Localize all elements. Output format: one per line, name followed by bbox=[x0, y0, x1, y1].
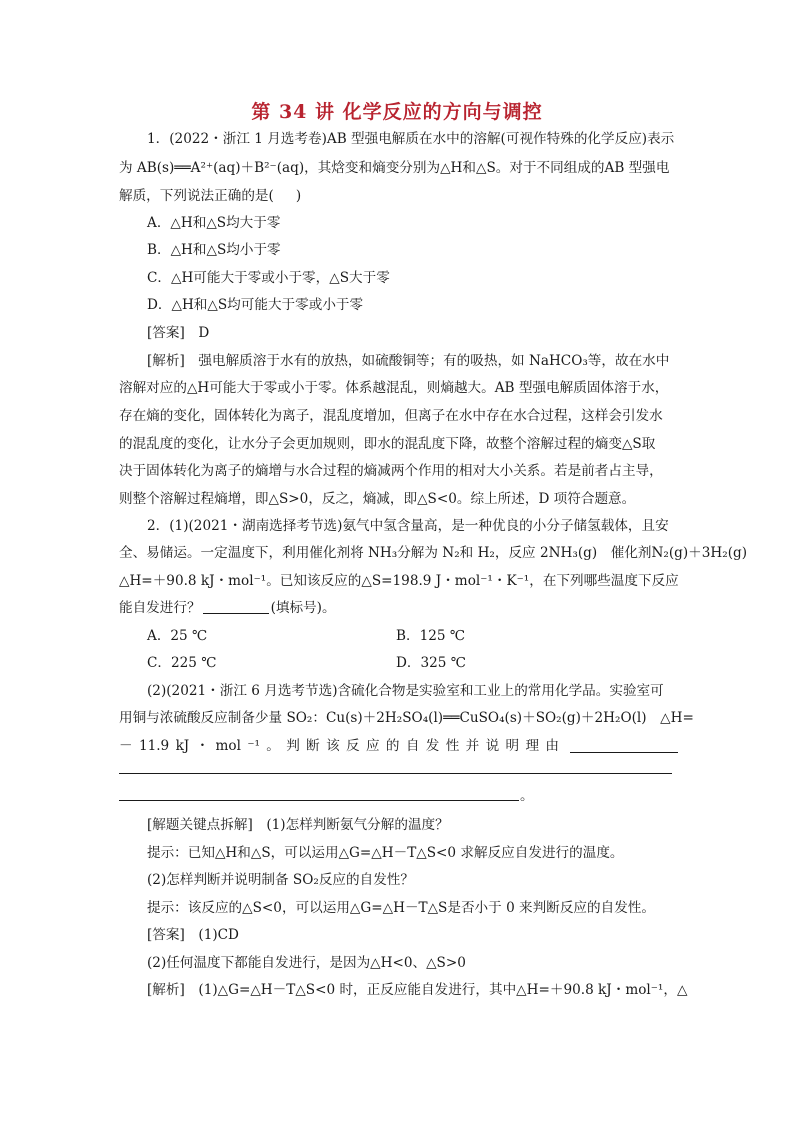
q1-close-paren: ) bbox=[295, 188, 302, 204]
q1-analysis-line: 决于固体转化为离子的熵增与水合过程的熵减两个作用的相对大小关系。若是前者占主导， bbox=[119, 463, 663, 479]
q1-option-d: D．△H和△S均可能大于零或小于零 bbox=[147, 297, 364, 313]
q1-option-b: B．△H和△S均小于零 bbox=[147, 242, 281, 258]
q2-stem-suffix: (填标号)。 bbox=[270, 600, 336, 616]
q1-option-c: C．△H可能大于零或小于零，△S大于零 bbox=[147, 270, 390, 286]
hint-1: 提示：已知△H和△S，可以运用△G=△H－T△S<0 求解反应自发进行的温度。 bbox=[147, 845, 624, 861]
q1-analysis-line: [解析] 强电解质溶于水有的放热，如硫酸铜等；有的吸热，如 NaHCO₃等，故在水中 bbox=[147, 353, 670, 369]
justified-token: 应 bbox=[365, 738, 380, 754]
q1-analysis-line: 则整个溶解过程熵增，即△S>0，反之，熵减，即△S<0。综上所述，D 项符合题意。 bbox=[119, 491, 636, 507]
q1-stem-line-1: 1．(2022・浙江 1 月选考卷)AB 型强电解质在水中的溶解(可视作特殊的化学反应)表示 bbox=[147, 131, 675, 147]
q2-option-b: B．125 ℃ bbox=[396, 628, 466, 644]
justified-token: 的 bbox=[385, 738, 400, 754]
q2-justified-text bbox=[119, 736, 559, 756]
justified-token: 。 bbox=[266, 738, 280, 754]
justified-token: 由 bbox=[545, 738, 559, 754]
q2-part2-line-1: (2)(2021・浙江 6 月选考节选)含硫化合物是实验室和工业上的常用化学品。实验室可 bbox=[147, 683, 664, 699]
page-title: 第 34 讲 化学反应的方向与调控 bbox=[251, 101, 543, 123]
q2-option-c: C．225 ℃ bbox=[147, 655, 217, 671]
q2-part2-line-2: 用铜与浓硫酸反应制备少量 SO₂：Cu(s)＋2H₂SO₄(l)══CuSO₄(s)＋SO₂(g)＋2H₂O(l) △H= bbox=[119, 710, 694, 726]
q2-reason-blank-start bbox=[570, 738, 678, 753]
justified-token: ⁻¹ bbox=[247, 738, 260, 754]
answer-rule-line-2 bbox=[119, 800, 519, 801]
q2-answer: [答案] (1)CD bbox=[147, 927, 239, 943]
q1-analysis-line: 存在熵的变化，固体转化为离子，混乱度增加，但离子在水中存在水合过程，这样会引发水 bbox=[119, 408, 663, 424]
q1-option-a: A．△H和△S均大于零 bbox=[147, 215, 281, 231]
q2-fill-blank bbox=[203, 599, 269, 614]
q2-stem-line-3: △H=＋90.8 kJ・mol⁻¹。已知该反应的△S=198.9 J・mol⁻¹・K⁻¹，在下列哪些温度下反应 bbox=[119, 573, 679, 589]
justified-token: kJ bbox=[175, 738, 190, 754]
q2-option-a: A．25 ℃ bbox=[147, 628, 208, 644]
justified-token: 该 bbox=[326, 738, 340, 754]
justified-token: 断 bbox=[306, 738, 320, 754]
q1-stem-text: 解质，下列说法正确的是( bbox=[119, 188, 274, 204]
q2-stem-line-1: 2．(1)(2021・湖南选择考节选)氨气中氢含量高，是一种优良的小分子储氢载体，且安 bbox=[147, 518, 669, 534]
justified-token: 说 bbox=[485, 738, 500, 754]
key-points-title: [解题关键点拆解] (1)怎样判断氨气分解的温度？ bbox=[147, 817, 449, 833]
justified-token: 发 bbox=[425, 738, 440, 754]
justified-token: － bbox=[119, 738, 133, 754]
q2-analysis-line-1: [解析] (1)△G=△H－T△S<0 时，正反应能自发进行，其中△H=＋90.8 kJ・mol⁻¹，△ bbox=[147, 982, 688, 998]
q1-analysis-line: 的混乱度的变化，让水分子会更加规则，即水的混乱度下降，故整个溶解过程的熵变△S取 bbox=[119, 436, 656, 452]
justified-token: 明 bbox=[505, 738, 520, 754]
justified-token: 反 bbox=[346, 738, 360, 754]
answer-rule-end: 。 bbox=[520, 788, 534, 804]
justified-token: 理 bbox=[525, 738, 540, 754]
q2-stem-line-2: 全、易储运。一定温度下，利用催化剂将 NH₃分解为 N₂和 H₂，反应 2NH₃(g) 催化剂N₂(g)＋3H₂(g) bbox=[119, 545, 748, 561]
q1-answer: [答案] D bbox=[147, 325, 210, 341]
justified-token: 自 bbox=[405, 738, 420, 754]
q2-stem-text: 能自发进行？ bbox=[119, 600, 201, 616]
justified-token: 性 bbox=[445, 738, 460, 754]
justified-token: 判 bbox=[286, 738, 300, 754]
q1-analysis-line: 溶解对应的△H可能大于零或小于零。体系越混乱，则熵越大。AB 型强电解质固体溶于水， bbox=[119, 380, 669, 396]
justified-token: mol bbox=[215, 738, 241, 754]
q2-option-d: D．325 ℃ bbox=[396, 655, 466, 671]
q1-stem-line-3 bbox=[119, 186, 301, 206]
q2-stem-line-4 bbox=[119, 598, 336, 618]
answer-rule-line-1 bbox=[119, 773, 672, 774]
justified-token: 11.9 bbox=[138, 738, 170, 754]
q2-answer-part2: (2)任何温度下都能自发进行，是因为△H<0、△S>0 bbox=[147, 955, 466, 971]
justified-token: 并 bbox=[465, 738, 480, 754]
q1-stem-line-2: 为 AB(s)══A²⁺(aq)＋B²⁻(aq)，其焓变和熵变分别为△H和△S。对于不同组成的AB 型强电 bbox=[119, 160, 670, 176]
key-points-2: (2)怎样判断并说明制备 SO₂反应的自发性？ bbox=[147, 872, 414, 888]
q2-part2-line-3 bbox=[119, 736, 559, 756]
hint-2: 提示：该反应的△S<0，可以运用△G=△H－T△S是否小于 0 来判断反应的自发性。 bbox=[147, 900, 655, 916]
justified-token: ・ bbox=[195, 738, 210, 754]
